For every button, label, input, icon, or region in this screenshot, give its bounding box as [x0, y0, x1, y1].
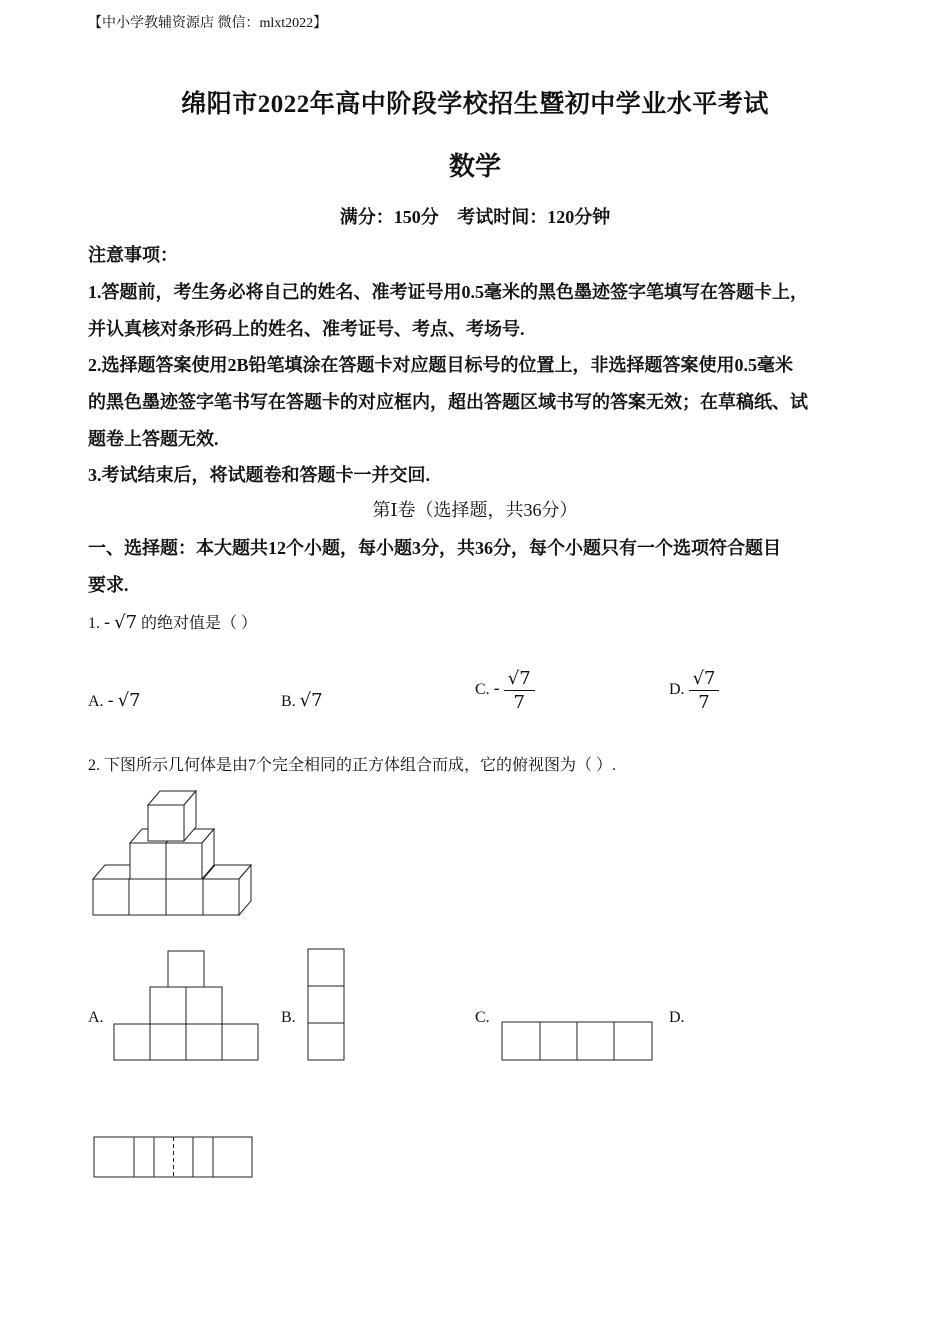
- q1-option-c[interactable]: [475, 668, 535, 713]
- exam-title: 绵阳市2022年高中阶段学校招生暨初中学业水平考试: [181, 91, 769, 118]
- notice-line: 题卷上答题无效.: [88, 429, 219, 449]
- q2-option-a-figure[interactable]: [113, 950, 261, 1062]
- numerator: √7: [504, 668, 535, 691]
- cube-solid-figure: [92, 788, 254, 918]
- q1-stem: 的绝对值是（ ）: [141, 615, 258, 632]
- q1-option-d[interactable]: [669, 668, 719, 713]
- fraction: [689, 668, 720, 713]
- exam-meta: [0, 203, 950, 229]
- exam-time: 考试时间：120分钟: [457, 207, 611, 227]
- part-heading-cont: 要求.: [88, 575, 129, 595]
- part-heading: 一、选择题：本大题共12个小题，每小题3分，共36分，每个小题只有一个选项符合题目: [88, 538, 781, 558]
- q2-option-d-label[interactable]: D.: [669, 1009, 685, 1026]
- q1-option-a[interactable]: [88, 690, 141, 711]
- question-1: [88, 610, 257, 633]
- option-label: B.: [281, 693, 296, 710]
- option-label: A.: [88, 693, 104, 710]
- q1-minus: -: [104, 612, 111, 633]
- denominator: 7: [513, 692, 525, 713]
- q1-radical: √7: [114, 612, 138, 633]
- q2-option-d-figure[interactable]: [93, 1136, 255, 1180]
- q2-option-c-figure[interactable]: [501, 1021, 655, 1063]
- question-2-stem: 2. 下图所示几何体是由7个完全相同的正方体组合而成，它的俯视图为（ ）.: [88, 757, 617, 774]
- full-score: 满分：150分: [339, 207, 439, 227]
- notice-line: 1.答题前，考生务必将自己的姓名、准考证号用0.5毫米的黑色墨迹签字笔填写在答题卡上，: [88, 282, 808, 302]
- q2-option-b-figure[interactable]: [307, 948, 347, 1062]
- section-title: 第Ⅰ卷（选择题，共36分）: [372, 500, 578, 520]
- numerator: √7: [689, 668, 720, 691]
- q1-number: 1.: [88, 615, 100, 632]
- radical: √7: [299, 690, 323, 711]
- minus-sign: -: [493, 678, 500, 700]
- subject-title: 数学: [448, 152, 501, 181]
- fraction: [504, 668, 535, 713]
- radical: √7: [117, 690, 141, 711]
- q2-option-a-label[interactable]: A.: [88, 1009, 104, 1026]
- q2-option-b-label[interactable]: B.: [281, 1009, 296, 1026]
- notice-line: 并认真核对条形码上的姓名、准考证号、考点、考场号.: [88, 319, 525, 339]
- q1-option-b[interactable]: [281, 690, 323, 711]
- option-label: D.: [669, 681, 685, 699]
- notice-line: 的黑色墨迹签字笔书写在答题卡的对应框内，超出答题区域书写的答案无效；在草稿纸、试: [88, 392, 808, 412]
- q2-option-c-label[interactable]: C.: [475, 1009, 490, 1026]
- minus-sign: -: [107, 690, 114, 711]
- option-label: C.: [475, 681, 490, 699]
- notice-line: 3.考试结束后，将试题卷和答题卡一并交回.: [88, 465, 430, 485]
- denominator: 7: [698, 692, 710, 713]
- notice-line: 2.选择题答案使用2B铅笔填涂在答题卡对应题目标号的位置上，非选择题答案使用0.5毫米: [88, 355, 794, 375]
- notice-heading: 注意事项：: [88, 245, 178, 265]
- header-note: 【中小学教辅资源店 微信：mlxt2022】: [88, 16, 328, 31]
